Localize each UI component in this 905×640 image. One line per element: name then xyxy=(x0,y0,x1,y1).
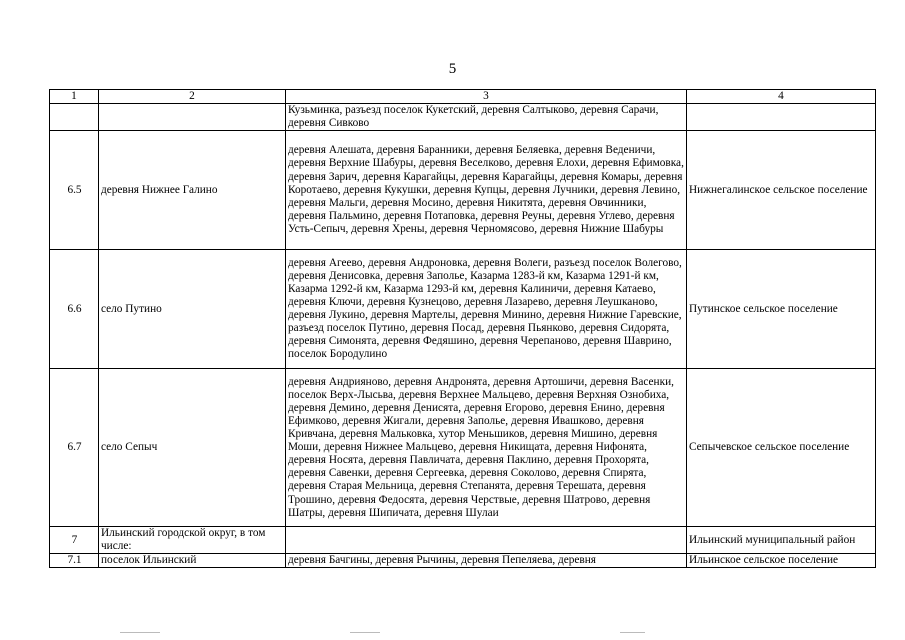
row-number: 6.6 xyxy=(50,250,99,369)
row-name: Ильинский городской округ, в том числе: xyxy=(99,527,286,554)
row-settlements: деревня Алешата, деревня Баранники, деревня Беляевка, деревня Веденичи, деревня Верхние Шабуры, деревня Веселково, деревня Елохи, деревня Ефимовка, деревня Зарич, деревня Карагайцы, деревня Карагайцы, деревня Комары, деревня Коротаево, деревня Кукушки, деревня Купцы, деревня Лучники, деревня Левино, деревня Мальги, деревня Мосино, деревня Никитята, деревня Овчинники, деревня Пальмино, деревня Потаповка, деревня Реуны, деревня Углево, деревня Усть-Сепыч, деревня Хрены, деревня Черномясово, деревня Нижние Шабуры xyxy=(286,131,687,250)
row-number: 6.7 xyxy=(50,369,99,527)
header-cell-3: 3 xyxy=(286,90,687,104)
header-cell-2: 2 xyxy=(99,90,286,104)
scan-artifacts xyxy=(120,632,800,634)
header-row xyxy=(50,90,876,104)
row-settlements: Кузьминка, разъезд поселок Кукетский, деревня Салтыково, деревня Сарачи, деревня Сивково xyxy=(286,104,687,131)
row-municipality: Ильинский муниципальный район xyxy=(687,527,876,554)
row-name: деревня Нижнее Галино xyxy=(99,131,286,250)
row-municipality: Путинское сельское поселение xyxy=(687,250,876,369)
row-settlements xyxy=(286,527,687,554)
row-municipality: Нижнегалинское сельское поселение xyxy=(687,131,876,250)
row-municipality xyxy=(687,104,876,131)
table-row xyxy=(50,250,876,369)
row-settlements: деревня Андрияново, деревня Андронята, деревня Артошичи, деревня Васенки, поселок Верх-Лысьва, деревня Верхнее Мальцево, деревня Верхняя Ознобиха, деревня Демино, деревня Денисята, деревня Егорово, деревня Енино, деревня Ефимково, деревня Жигали, деревня Заполье, деревня Ивашково, деревня Кривчана, деревня Мальковка, хутор Меньшиков, деревня Мишино, деревня Моши, деревня Нижнее Мальцево, деревня Никищата, деревня Нифонята, деревня Носята, деревня Павличата, деревня Паклино, деревня Прохорята, деревня Савенки, деревня Сергеевка, деревня Соколово, деревня Спирята, деревня Старая Мельница, деревня Степанята, деревня Терешата, деревня Трошино, деревня Федосята, деревня Черствые, деревня Шатрово, деревня Шатры, деревня Шипичата, деревня Шулаи xyxy=(286,369,687,527)
row-name: село Путино xyxy=(99,250,286,369)
row-name: поселок Ильинский xyxy=(99,554,286,568)
table-row xyxy=(50,554,876,568)
table-row xyxy=(50,369,876,527)
row-settlements: деревня Агеево, деревня Андроновка, деревня Волеги, разъезд поселок Волегово, деревня Денисовка, деревня Заполье, Казарма 1283-й км, Казарма 1291-й км, Казарма 1292-й км, Казарма 1293-й км, деревня Калиничи, деревня Катаево, деревня Ключи, деревня Кузнецово, деревня Лазарево, деревня Леушканово, деревня Лукино, деревня Мартелы, деревня Минино, деревня Нижние Гаревские, разъезд поселок Путино, деревня Посад, деревня Пьянково, деревня Сидорята, деревня Симонята, деревня Федяшино, деревня Черепаново, деревня Шаврино, поселок Бородулино xyxy=(286,250,687,369)
row-municipality: Сепычевское сельское поселение xyxy=(687,369,876,527)
row-number: 7.1 xyxy=(50,554,99,568)
row-number: 7 xyxy=(50,527,99,554)
row-number xyxy=(50,104,99,131)
table-row xyxy=(50,131,876,250)
row-name xyxy=(99,104,286,131)
header-cell-4: 4 xyxy=(687,90,876,104)
row-municipality: Ильинское сельское поселение xyxy=(687,554,876,568)
settlements-table xyxy=(49,89,876,568)
header-cell-1: 1 xyxy=(50,90,99,104)
table-row xyxy=(50,104,876,131)
table-row xyxy=(50,527,876,554)
page-number: 5 xyxy=(448,61,457,77)
row-number: 6.5 xyxy=(50,131,99,250)
row-settlements: деревня Бачгины, деревня Рычины, деревня Пепеляева, деревня xyxy=(286,554,687,568)
row-name: село Сепыч xyxy=(99,369,286,527)
